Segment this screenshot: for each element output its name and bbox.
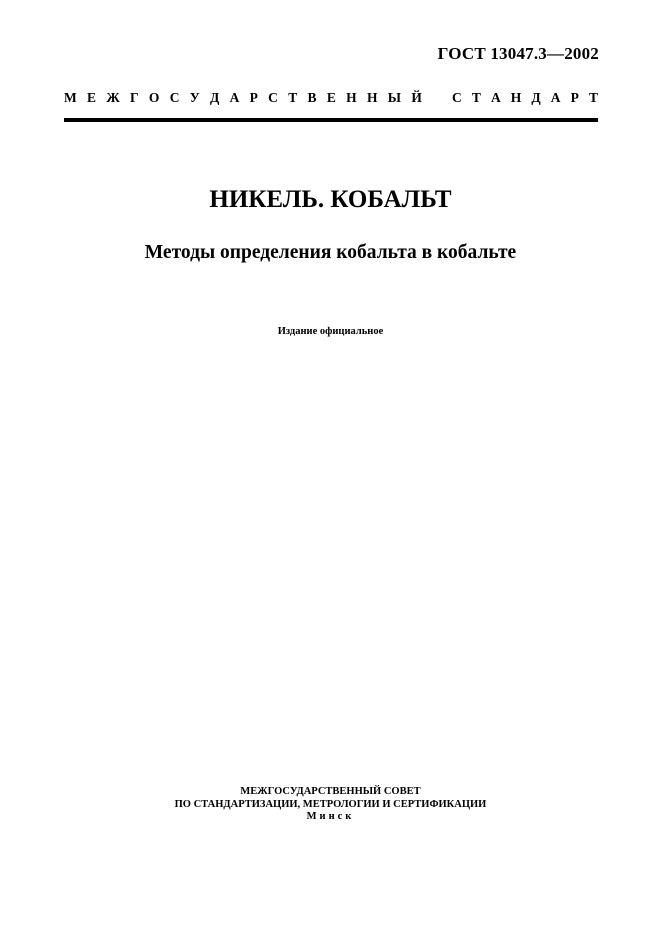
standard-banner — [64, 90, 598, 106]
banner-letter: Н — [366, 90, 378, 105]
banner-letter: Р — [249, 90, 258, 105]
banner-letter: Т — [588, 90, 598, 105]
banner-letter: Ы — [387, 90, 402, 105]
banner-letter: Е — [326, 90, 336, 105]
banner-letter: Т — [471, 90, 481, 105]
banner-word-standard — [452, 90, 598, 106]
publisher-block — [0, 786, 661, 824]
banner-letter: Т — [288, 90, 298, 105]
banner-letter: А — [490, 90, 501, 105]
banner-letter: У — [189, 90, 200, 105]
publisher-city: Минск — [306, 811, 355, 822]
banner-letter: С — [268, 90, 278, 105]
document-code: ГОСТ 13047.3—2002 — [437, 44, 599, 63]
publisher-line-2: ПО СТАНДАРТИЗАЦИИ, МЕТРОЛОГИИ И СЕРТИФИКАЦИИ — [174, 798, 487, 810]
banner-letter: Е — [87, 90, 97, 105]
banner-letter: Р — [570, 90, 579, 105]
banner-letter: С — [452, 90, 462, 105]
header-divider — [64, 118, 598, 122]
document-subtitle: Методы определения кобальта в кобальте — [144, 242, 517, 263]
banner-letter: Й — [411, 90, 422, 105]
banner-letter: Н — [346, 90, 357, 105]
banner-letter: А — [550, 90, 561, 105]
banner-word-interstate — [64, 90, 422, 106]
banner-letter: О — [148, 90, 160, 105]
banner-letter: Д — [209, 90, 220, 105]
banner-letter: Н — [510, 90, 522, 105]
banner-letter: В — [307, 90, 317, 105]
banner-letter: А — [229, 90, 240, 105]
document-title: НИКЕЛЬ. КОБАЛЬТ — [209, 186, 452, 213]
banner-letter: Ж — [106, 90, 120, 105]
edition-label: Издание официальное — [277, 326, 384, 337]
banner-letter: С — [169, 90, 180, 105]
publisher-line-1: МЕЖГОСУДАРСТВЕННЫЙ СОВЕТ — [240, 786, 421, 797]
banner-letter: М — [64, 90, 77, 105]
banner-letter: Г — [130, 90, 139, 105]
banner-letter: Д — [531, 90, 541, 105]
